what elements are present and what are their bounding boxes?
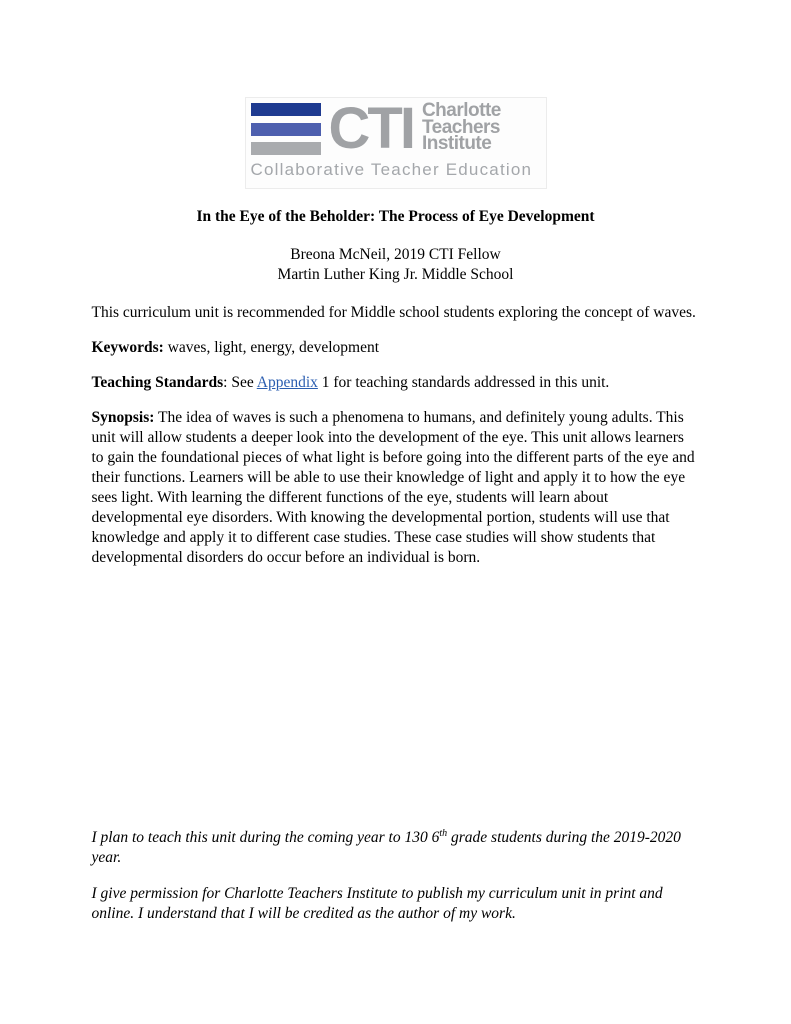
teaching-plan-note: [92, 828, 700, 868]
keywords-line: [92, 338, 700, 358]
logo-bar-gray: [251, 142, 321, 155]
appendix-link[interactable]: Appendix: [256, 374, 318, 391]
recommendation-text: This curriculum unit is recommended for Middle school students exploring the concept of waves.: [91, 304, 696, 321]
blank-space: [92, 583, 700, 828]
teaching-standards-line: [92, 373, 700, 393]
logo-row: [251, 96, 540, 161]
keywords-label: Keywords:: [91, 339, 164, 356]
author-school: Martin Luther King Jr. Middle School: [277, 266, 514, 283]
standards-label: Teaching Standards: [91, 374, 224, 391]
logo-bar-medium-blue: [251, 123, 321, 136]
plan-ordinal-superscript: th: [439, 827, 448, 839]
synopsis-paragraph: [92, 408, 700, 568]
author-name: Breona McNeil, 2019 CTI Fellow: [290, 246, 501, 263]
document-content: [92, 207, 700, 924]
logo-tagline: Collaborative Teacher Education: [250, 160, 533, 179]
document-title: In the Eye of the Beholder: The Process of Eye Development: [196, 208, 595, 225]
author-block: [92, 245, 700, 285]
plan-text-end: grade students during the 2019-2020 year.: [91, 829, 681, 866]
standards-post-text: 1 for teaching standards addressed in this unit.: [317, 374, 610, 391]
logo-acronym: CTI: [328, 96, 413, 161]
logo-bar-dark-blue: [251, 103, 321, 116]
logo-name-line: Institute: [421, 133, 492, 154]
synopsis-label: Synopsis:: [91, 409, 155, 426]
logo-bars-icon: [251, 103, 321, 155]
keywords-values: waves, light, energy, development: [163, 339, 380, 356]
logo-name-line: Charlotte: [421, 100, 501, 121]
logo-name-line: Teachers: [421, 116, 500, 138]
plan-text-start: I plan to teach this unit during the coming year to 130 6: [91, 829, 440, 846]
synopsis-text: The idea of waves is such a phenomena to humans, and definitely young adults. This unit will allow students a deeper look into the development of the eye. This unit allows learners to gain the foundational pieces of what light is before going into the different parts of the eye and their functions. Learners will be able to use their knowledge of light and apply it to how the eye sees light. With learning the different functions of the eye, students will learn about developmental eye disorders. With knowing the developmental portion, students will use that knowledge and apply it to different case studies. These case studies will show students that developmental disorders do occur before an individual is born.: [91, 409, 695, 566]
logo-institute-name: [422, 102, 501, 153]
standards-pre-text: : See: [223, 374, 257, 391]
permission-note: I give permission for Charlotte Teachers Institute to publish my curriculum unit in print and online. I understand that I will be credited as the author of my work.: [91, 885, 663, 922]
cti-logo: [245, 97, 547, 189]
